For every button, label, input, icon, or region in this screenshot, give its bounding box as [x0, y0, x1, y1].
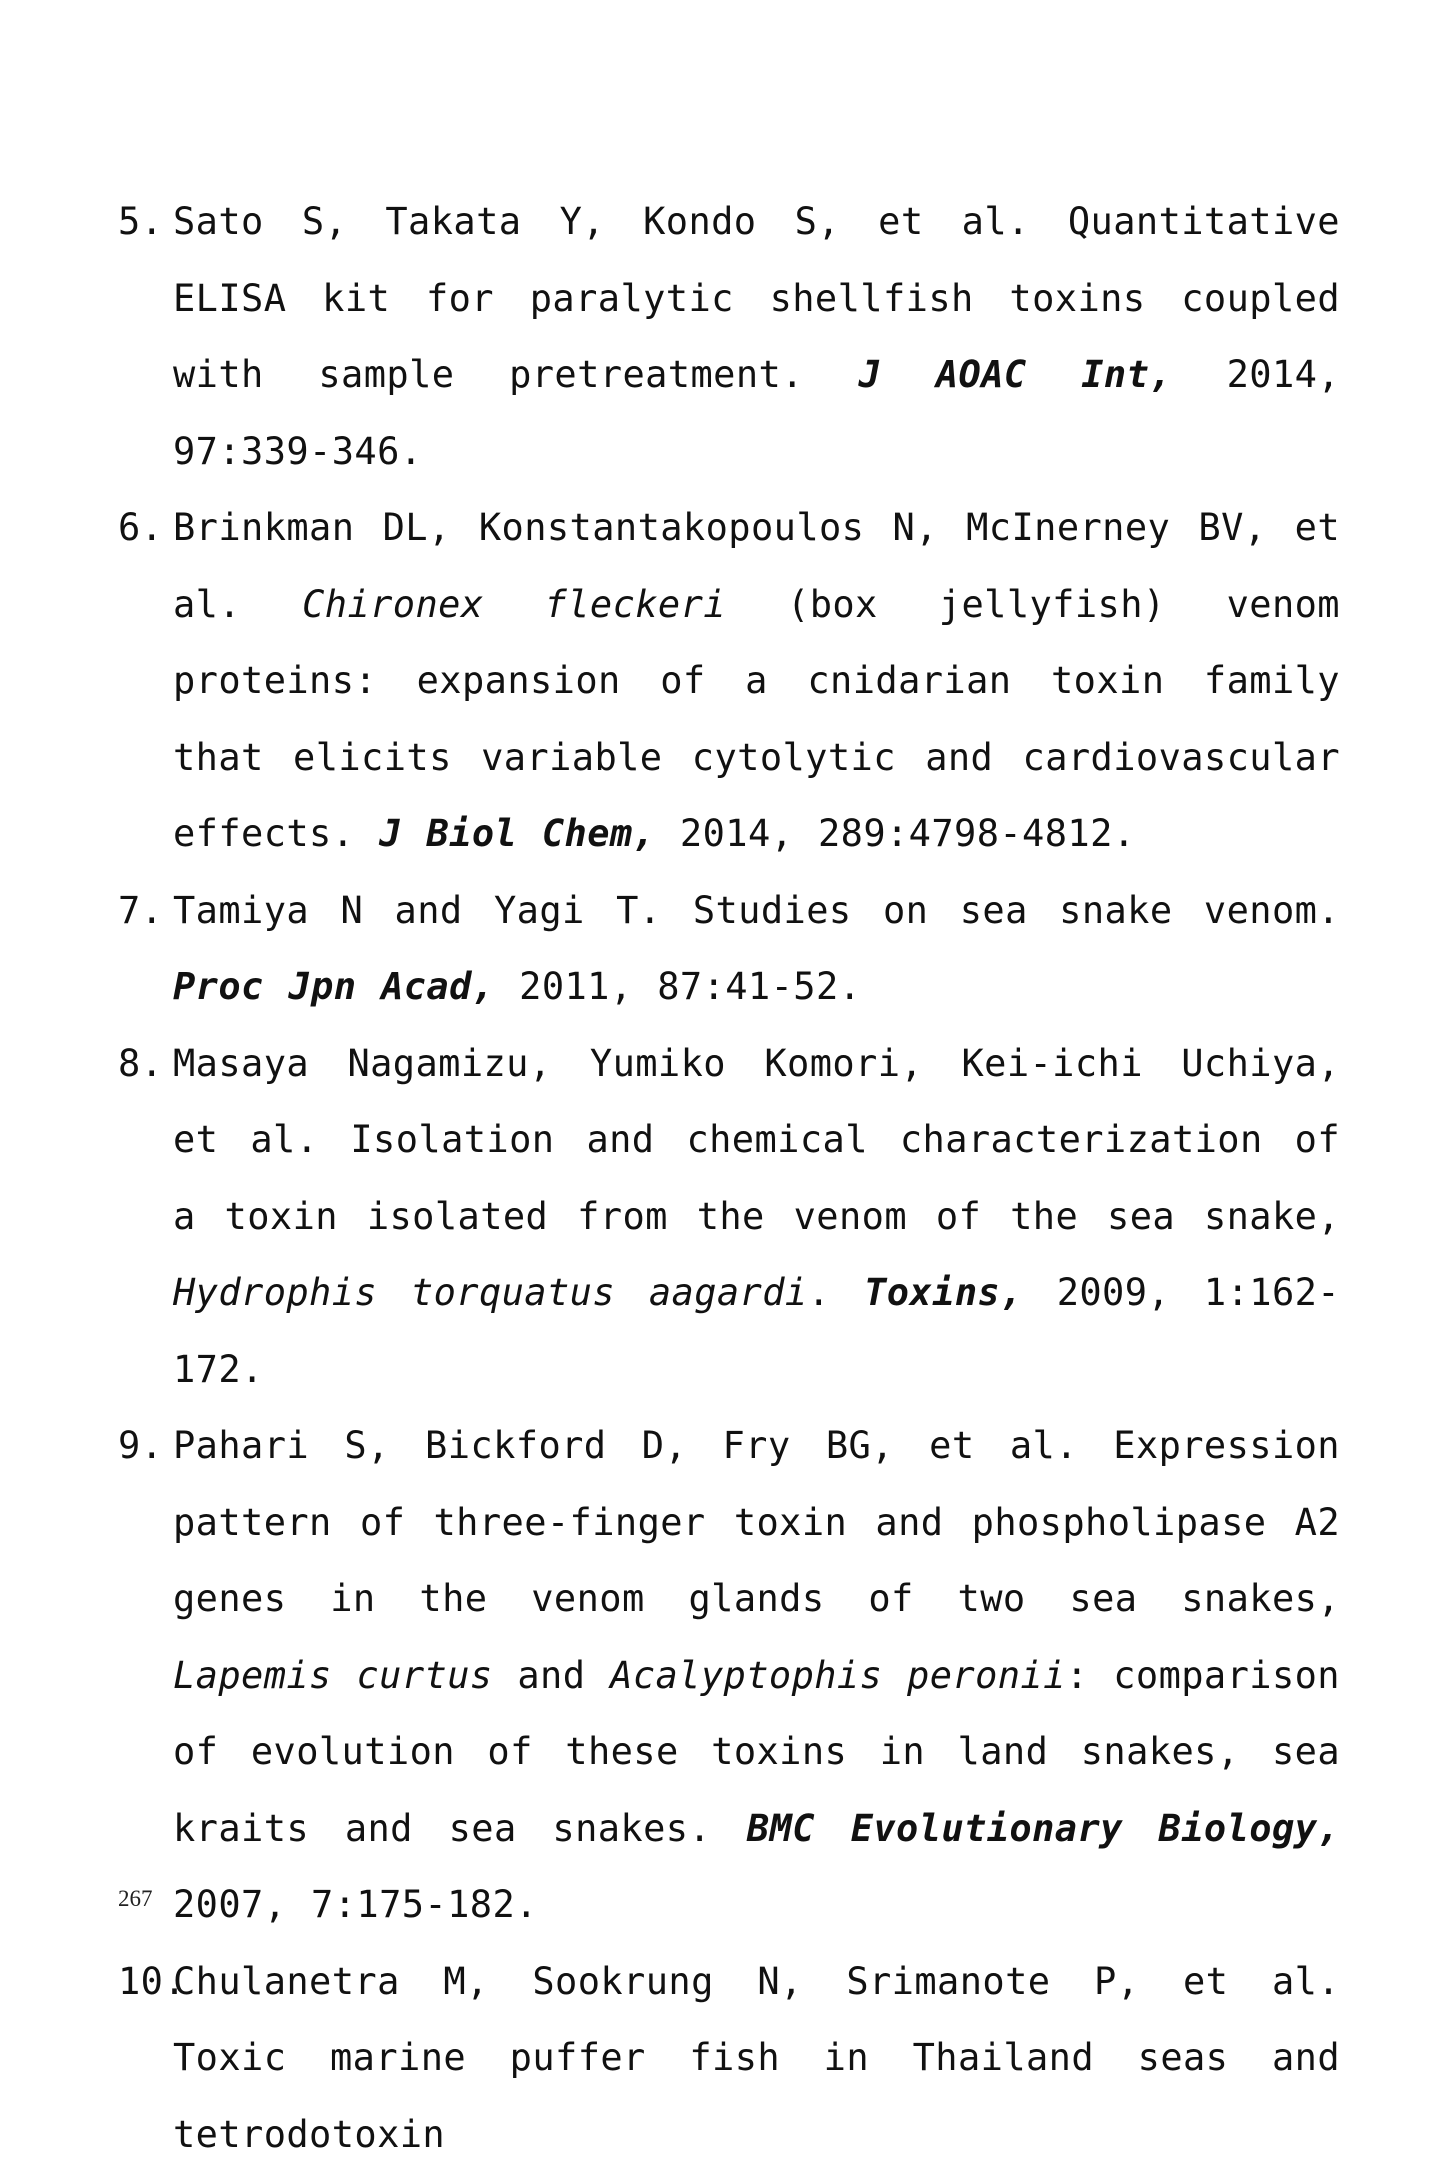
reference-item-10: [118, 1944, 1340, 2173]
reference-authors: Pahari S, Bickford D, Fry BG, et al.: [173, 1424, 1078, 1467]
reference-journal: J AOAC Int,: [859, 353, 1172, 396]
reference-citation: 2009, 1:162-172.: [173, 1271, 1340, 1391]
reference-authors: Sato S, Takata Y, Kondo S, et al.: [173, 200, 1030, 243]
reference-citation: 2014, 289:4798-4812.: [680, 812, 1136, 855]
reference-title-mid: and: [517, 1654, 585, 1697]
reference-number: 10.: [118, 1944, 186, 2021]
reference-species: Chironex fleckeri: [302, 583, 726, 626]
reference-number: 7.: [118, 873, 163, 950]
reference-citation: 2011, 87:41-52.: [519, 965, 861, 1008]
reference-species: Lapemis curtus: [173, 1654, 493, 1697]
reference-journal: Proc Jpn Acad,: [173, 965, 494, 1008]
reference-title: Studies on sea snake venom.: [693, 889, 1340, 932]
reference-number: 9.: [118, 1408, 163, 1485]
reference-journal: Toxins,: [864, 1271, 1023, 1314]
reference-item-5: [118, 184, 1340, 490]
reference-title: Isolation and chemical characterization of a toxin isolated from the venom of the sea snake,: [173, 1118, 1340, 1238]
reference-list: [118, 184, 1340, 2173]
reference-number: 8.: [118, 1026, 163, 1103]
reference-journal: J Biol Chem,: [379, 812, 655, 855]
reference-citation: 2014, 97:339-346.: [173, 353, 1340, 473]
page-number: 267: [118, 1886, 153, 1912]
reference-journal: BMC Evolutionary Biology,: [747, 1807, 1340, 1850]
reference-title: (box jellyfish) venom proteins: expansion of a cnidarian toxin family that elicits variable cytolytic and cardiovascular effects.: [173, 583, 1340, 856]
reference-item-8: [118, 1026, 1340, 1409]
reference-title-end: : comparison of evolution of these toxins in land snakes, sea kraits and sea snakes.: [173, 1654, 1340, 1850]
reference-item-9: [118, 1408, 1340, 1944]
reference-number: 5.: [118, 184, 163, 261]
reference-authors: Masaya Nagamizu, Yumiko Komori, Kei-ichi Uchiya, et al.: [173, 1042, 1340, 1162]
reference-species: Hydrophis torquatus aagardi: [173, 1271, 808, 1314]
reference-item-6: [118, 490, 1340, 873]
reference-authors: Chulanetra M, Sookrung N, Srimanote P, et al.: [173, 1960, 1340, 2003]
reference-species: Acalyptophis peronii: [610, 1654, 1066, 1697]
reference-title: Quantitative ELISA kit for paralytic shellfish toxins coupled with sample pretreatment.: [173, 200, 1340, 396]
reference-citation: 2007, 7:175-182.: [173, 1883, 538, 1926]
reference-title: Toxic marine puffer fish in Thailand seas and tetrodotoxin: [173, 2036, 1340, 2156]
reference-title: Expression pattern of three-finger toxin and phospholipase A2 genes in the venom glands of two sea snakes,: [173, 1424, 1340, 1620]
reference-authors: Brinkman DL, Konstantakopoulos N, McInerney BV, et al.: [173, 506, 1340, 626]
reference-title-end: .: [808, 1271, 831, 1314]
reference-item-7: [118, 873, 1340, 1026]
reference-number: 6.: [118, 490, 163, 567]
reference-authors: Tamiya N and Yagi T.: [173, 889, 661, 932]
